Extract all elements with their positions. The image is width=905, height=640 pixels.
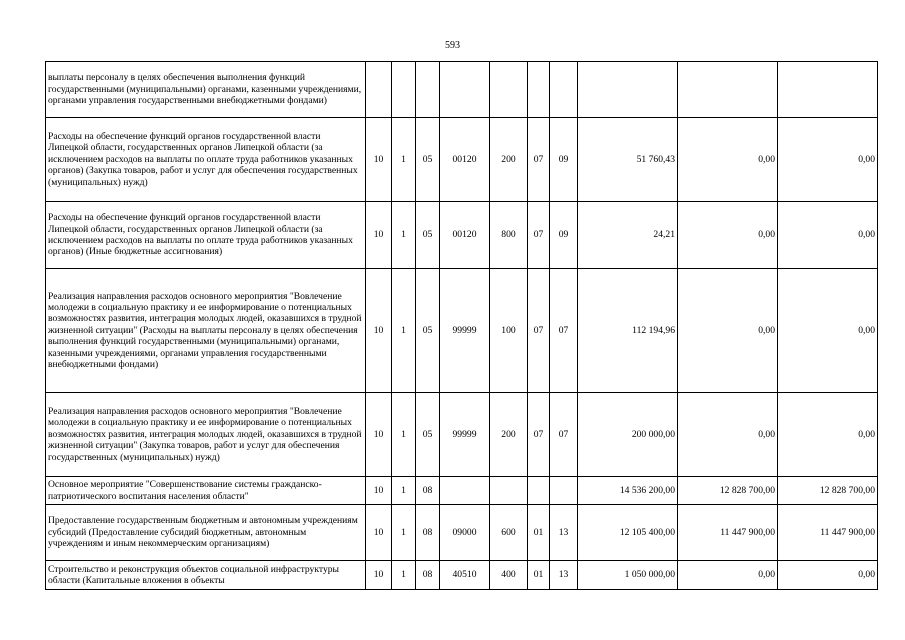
amount-year-1: 24,21 xyxy=(578,202,678,269)
code-program: 1 xyxy=(392,561,416,590)
code-program: 1 xyxy=(392,118,416,202)
code-chapter: 10 xyxy=(366,477,392,505)
amount-year-3: 12 828 700,00 xyxy=(778,477,878,505)
code-expense-type: 200 xyxy=(490,118,528,202)
code-subprogram: 08 xyxy=(416,561,440,590)
table-row xyxy=(46,202,878,269)
amount-year-1: 51 760,43 xyxy=(578,118,678,202)
code-expense-type xyxy=(490,62,528,118)
table-row xyxy=(46,269,878,393)
code-subsection: 07 xyxy=(550,393,578,477)
code-chapter: 10 xyxy=(366,269,392,393)
amount-year-3: 0,00 xyxy=(778,118,878,202)
code-subsection: 13 xyxy=(550,505,578,561)
code-subsection xyxy=(550,477,578,505)
code-section xyxy=(528,477,550,505)
code-subprogram: 05 xyxy=(416,202,440,269)
table-row xyxy=(46,62,878,118)
code-direction xyxy=(440,62,490,118)
code-subsection: 09 xyxy=(550,202,578,269)
amount-year-1: 112 194,96 xyxy=(578,269,678,393)
row-description: Предоставление государственным бюджетным и автономным учреждениям субсидий (Предоставление субсидий бюджетным, автономным учреждениям и иным некоммерческим организациям) xyxy=(46,505,366,561)
row-description: Реализация направления расходов основного мероприятия "Вовлечение молодежи в социальную практику и ее информирование о потенциальных возможностях развития, интеграция молодых людей, оказавшихся в трудной жизненной ситуации" (Закупка товаров, работ и услуг для обеспечения государственных (муниципальных) нужд) xyxy=(46,393,366,477)
code-program xyxy=(392,62,416,118)
code-section: 01 xyxy=(528,505,550,561)
amount-year-1 xyxy=(578,62,678,118)
code-program: 1 xyxy=(392,505,416,561)
code-chapter: 10 xyxy=(366,202,392,269)
code-program: 1 xyxy=(392,269,416,393)
code-direction: 99999 xyxy=(440,393,490,477)
amount-year-3: 0,00 xyxy=(778,202,878,269)
code-chapter: 10 xyxy=(366,561,392,590)
code-direction xyxy=(440,477,490,505)
code-program: 1 xyxy=(392,202,416,269)
row-description: Реализация направления расходов основного мероприятия "Вовлечение молодежи в социальную практику и ее информирование о потенциальных возможностях развития, интеграция молодых людей, оказавшихся в трудной жизненной ситуации" (Расходы на выплаты персоналу в целях обеспечения выполнения функций государственными (муниципальными) органами, казенными учреждениями, органами управления государственными внебюджетными фондами) xyxy=(46,269,366,393)
amount-year-2: 0,00 xyxy=(678,561,778,590)
amount-year-2: 0,00 xyxy=(678,118,778,202)
code-expense-type: 400 xyxy=(490,561,528,590)
amount-year-1: 14 536 200,00 xyxy=(578,477,678,505)
code-subprogram: 05 xyxy=(416,393,440,477)
code-program: 1 xyxy=(392,477,416,505)
row-description: Расходы на обеспечение функций органов государственной власти Липецкой области, государственных органов Липецкой области (за исключением расходов на выплаты по оплате труда работников указанных органов) (Иные бюджетные ассигнования) xyxy=(46,202,366,269)
code-subsection xyxy=(550,62,578,118)
amount-year-3: 0,00 xyxy=(778,561,878,590)
code-subprogram: 08 xyxy=(416,505,440,561)
code-subprogram: 05 xyxy=(416,118,440,202)
amount-year-3 xyxy=(778,62,878,118)
amount-year-2 xyxy=(678,62,778,118)
code-direction: 00120 xyxy=(440,118,490,202)
table-row xyxy=(46,393,878,477)
amount-year-1: 12 105 400,00 xyxy=(578,505,678,561)
row-description: Строительство и реконструкция объектов социальной инфраструктуры области (Капитальные вложения в объекты xyxy=(46,561,366,590)
code-direction: 99999 xyxy=(440,269,490,393)
row-description: Расходы на обеспечение функций органов государственной власти Липецкой области, государственных органов Липецкой области (за исключением расходов на выплаты по оплате труда работников указанных органов) (Закупка товаров, работ и услуг для обеспечения государственных (муниципальных) нужд) xyxy=(46,118,366,202)
code-program: 1 xyxy=(392,393,416,477)
code-section xyxy=(528,62,550,118)
code-subprogram: 05 xyxy=(416,269,440,393)
code-subprogram: 08 xyxy=(416,477,440,505)
code-direction: 09000 xyxy=(440,505,490,561)
code-section: 01 xyxy=(528,561,550,590)
code-section: 07 xyxy=(528,202,550,269)
code-expense-type: 800 xyxy=(490,202,528,269)
code-section: 07 xyxy=(528,118,550,202)
table-row xyxy=(46,561,878,590)
code-expense-type: 100 xyxy=(490,269,528,393)
code-chapter: 10 xyxy=(366,393,392,477)
code-expense-type: 200 xyxy=(490,393,528,477)
code-subsection: 09 xyxy=(550,118,578,202)
code-direction: 40510 xyxy=(440,561,490,590)
code-subsection: 07 xyxy=(550,269,578,393)
amount-year-2: 12 828 700,00 xyxy=(678,477,778,505)
code-expense-type xyxy=(490,477,528,505)
budget-table xyxy=(45,61,878,590)
amount-year-2: 0,00 xyxy=(678,202,778,269)
code-subsection: 13 xyxy=(550,561,578,590)
amount-year-1: 1 050 000,00 xyxy=(578,561,678,590)
code-section: 07 xyxy=(528,393,550,477)
amount-year-3: 11 447 900,00 xyxy=(778,505,878,561)
code-chapter xyxy=(366,62,392,118)
table-row xyxy=(46,505,878,561)
row-description: Основное мероприятие "Совершенствование системы гражданско-патриотического воспитания населения области" xyxy=(46,477,366,505)
amount-year-1: 200 000,00 xyxy=(578,393,678,477)
amount-year-2: 11 447 900,00 xyxy=(678,505,778,561)
table-row xyxy=(46,477,878,505)
code-subprogram xyxy=(416,62,440,118)
amount-year-3: 0,00 xyxy=(778,393,878,477)
amount-year-3: 0,00 xyxy=(778,269,878,393)
code-expense-type: 600 xyxy=(490,505,528,561)
page-number: 593 xyxy=(445,40,460,51)
code-chapter: 10 xyxy=(366,505,392,561)
amount-year-2: 0,00 xyxy=(678,269,778,393)
code-direction: 00120 xyxy=(440,202,490,269)
amount-year-2: 0,00 xyxy=(678,393,778,477)
row-description: выплаты персоналу в целях обеспечения выполнения функций государственными (муниципальными) органами, казенными учреждениями, органами управления государственными внебюджетными фондами) xyxy=(46,62,366,118)
code-chapter: 10 xyxy=(366,118,392,202)
code-section: 07 xyxy=(528,269,550,393)
table-row xyxy=(46,118,878,202)
